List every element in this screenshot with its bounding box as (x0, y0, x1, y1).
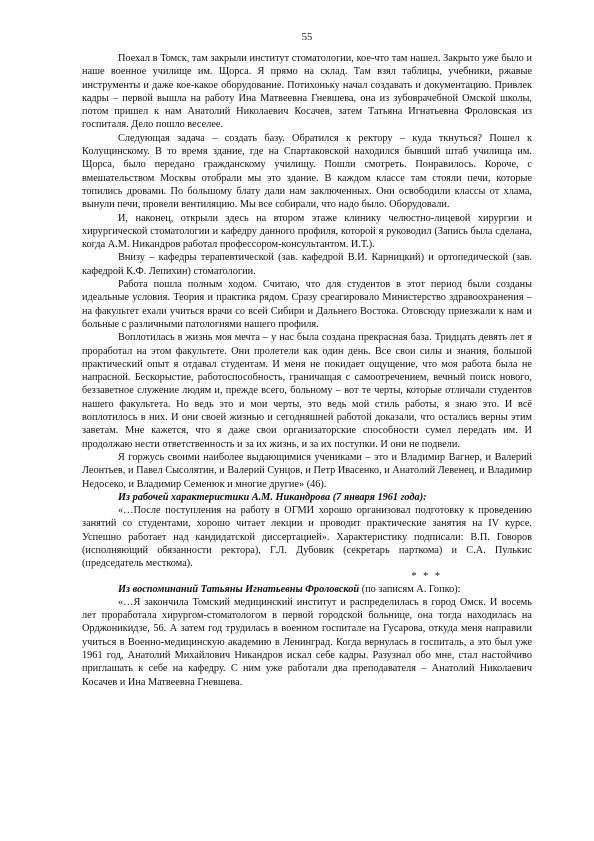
paragraph-6: Воплотилась в жизнь моя мечта – у нас была создана прекрасная база. Тридцать девять лет я проработал на этом факультете. Они пролетели как один день. Все свои силы и знания, большой практический опыт я отдавал студентам. И меня не покидает ощущение, что моя работа была не напрасной. Бескорыстие, работоспособность, граничащая с самоотречением, вечный поиск нового, беззаветное служение людям и, прежде всего, больному – вот те черты, которые отличали студентов нашего факультета. Но ведь это и мои черты, это ведь мой стиль работы, я знаю это. И всё воплотилось в них. И они своей жизнью и сегодняшней работой доказали, что остались верны этим заветам. Мне кажется, что я даже свои организаторские способности сумел передать им. И продолжаю нести ответственность и за их жизнь, и за их поступки. И они не подвели. (82, 332, 532, 450)
section-heading-characteristic (82, 491, 532, 504)
section-separator: * * * (411, 570, 442, 582)
paragraph-7: Я горжусь своими наиболее выдающимися учениками – это и Владимир Вагнер, и Валерий Леонтьев, и Павел Сысолятин, и Валерий Сунцов, и Петр Ивасенко, и Анатолий Левенец, и Владимир Недосеко, и Владимир Семенюк и многие другие» (46). (82, 451, 532, 490)
paragraph-3: И, наконец, открыли здесь на втором этаже клинику челюстно-лицевой хирургии и хирургической стоматологии и кафедру данного профиля, которой я руководил (Запись была сделана, когда А.М. Никандров работал профессором-консультантом. И.Т.). (82, 212, 532, 251)
paragraph-2: Следующая задача – создать базу. Обратился к ректору – куда ткнуться? Пошел к Колущинскому. В то время здание, где на Спартаковской находился бывший штаб училища им. Щорса, было передано гражданскому училищу. Пошли смотреть. Понравилось. Короче, с вмешательством Москвы отобрали мы это здание. В каждом классе там стояли печи, которые топились дровами. По большому блату дали нам заключенных. Они освободили классы от хлама, вынули печи, провели вентиляцию. Мы все собирали, что надо было. Оборудовали. (82, 132, 532, 211)
page-number: 55 (301, 32, 313, 43)
heading-memoirs-text: Из воспоминаний Татьяны Игнатьевны Фроловской (118, 583, 360, 595)
paragraph-characteristic: «…После поступления на работу в ОГМИ хорошо организовал подготовку к проведению занятий со студентами, хорошо читает лекции и проводит практические занятия на IV курсе. Успешно работает над кандидатской диссертацией». Характеристику подписали: В.П. Говоров (исполняющий обязанности ректора), Г.Л. Дубовик (секретарь парткома) и С.А. Пулькис (председатель месткома). (82, 505, 532, 570)
paragraph-1: Поехал в Томск, там закрыли институт стоматологии, кое-что там нашел. Закрыто уже было и наше военное училище им. Щорса. Я прямо на склад. Там взял таблицы, учебники, ржавые инструменты и даже кое-какое оборудование. Потихоньку начал создавать и документацию. Привлек кадры – первой вышла на работу Ина Матвеевна Гневшева, она из зубоврачебной Омской школы, потом пришел к нам Анатолий Николаевич Косачев, затем Татьяна Игнатьевна Фроловская из госпиталя. Дело пошло веселее. (82, 53, 532, 131)
paragraph-5: Работа пошла полным ходом. Считаю, что для студентов в этот период были созданы идеальные условия. Теория и практика рядом. Сразу среагировало Министерство здравоохранения – на факультет ехали учиться врачи со всей Сибири и Дальнего Востока. Отовсюду приезжали к нам и больные с различными патологиями нашего профиля. (82, 279, 532, 330)
section-heading-memoirs (82, 583, 532, 596)
heading-memoirs-suffix: (по записям А. Гопко): (359, 583, 461, 595)
heading-characteristic-text: Из рабочей характеристики А.М. Никандрова (7 января 1961 года): (118, 491, 427, 503)
paragraph-4: Внизу – кафедры терапевтической (зав. кафедрой В.И. Карницкий) и ортопедической (зав. кафедрой К.Ф. Лепихин) стоматологии. (82, 252, 532, 277)
paragraph-memoirs: «…Я закончила Томский медицинский институт и распределилась в город Омск. И восемь лет проработала хирургом-стоматологом в первой городской больнице, она тогда находилась на Орджоникидзе, 56. А затем год трудилась в военном госпитале на Гусарова, откуда меня направили учиться в Военно-медицинскую академию в Ленинград. Когда вернулась в госпиталь, а это был уже 1961 год, Анатолий Михайлович Никандров искал себе кадры. Разузнал обо мне, стал настойчиво приглашать к себе на кафедру. С ним уже работали два преподавателя – Анатолий Николаевич Косачев и Ина Матвеевна Гневшева. (82, 596, 532, 688)
